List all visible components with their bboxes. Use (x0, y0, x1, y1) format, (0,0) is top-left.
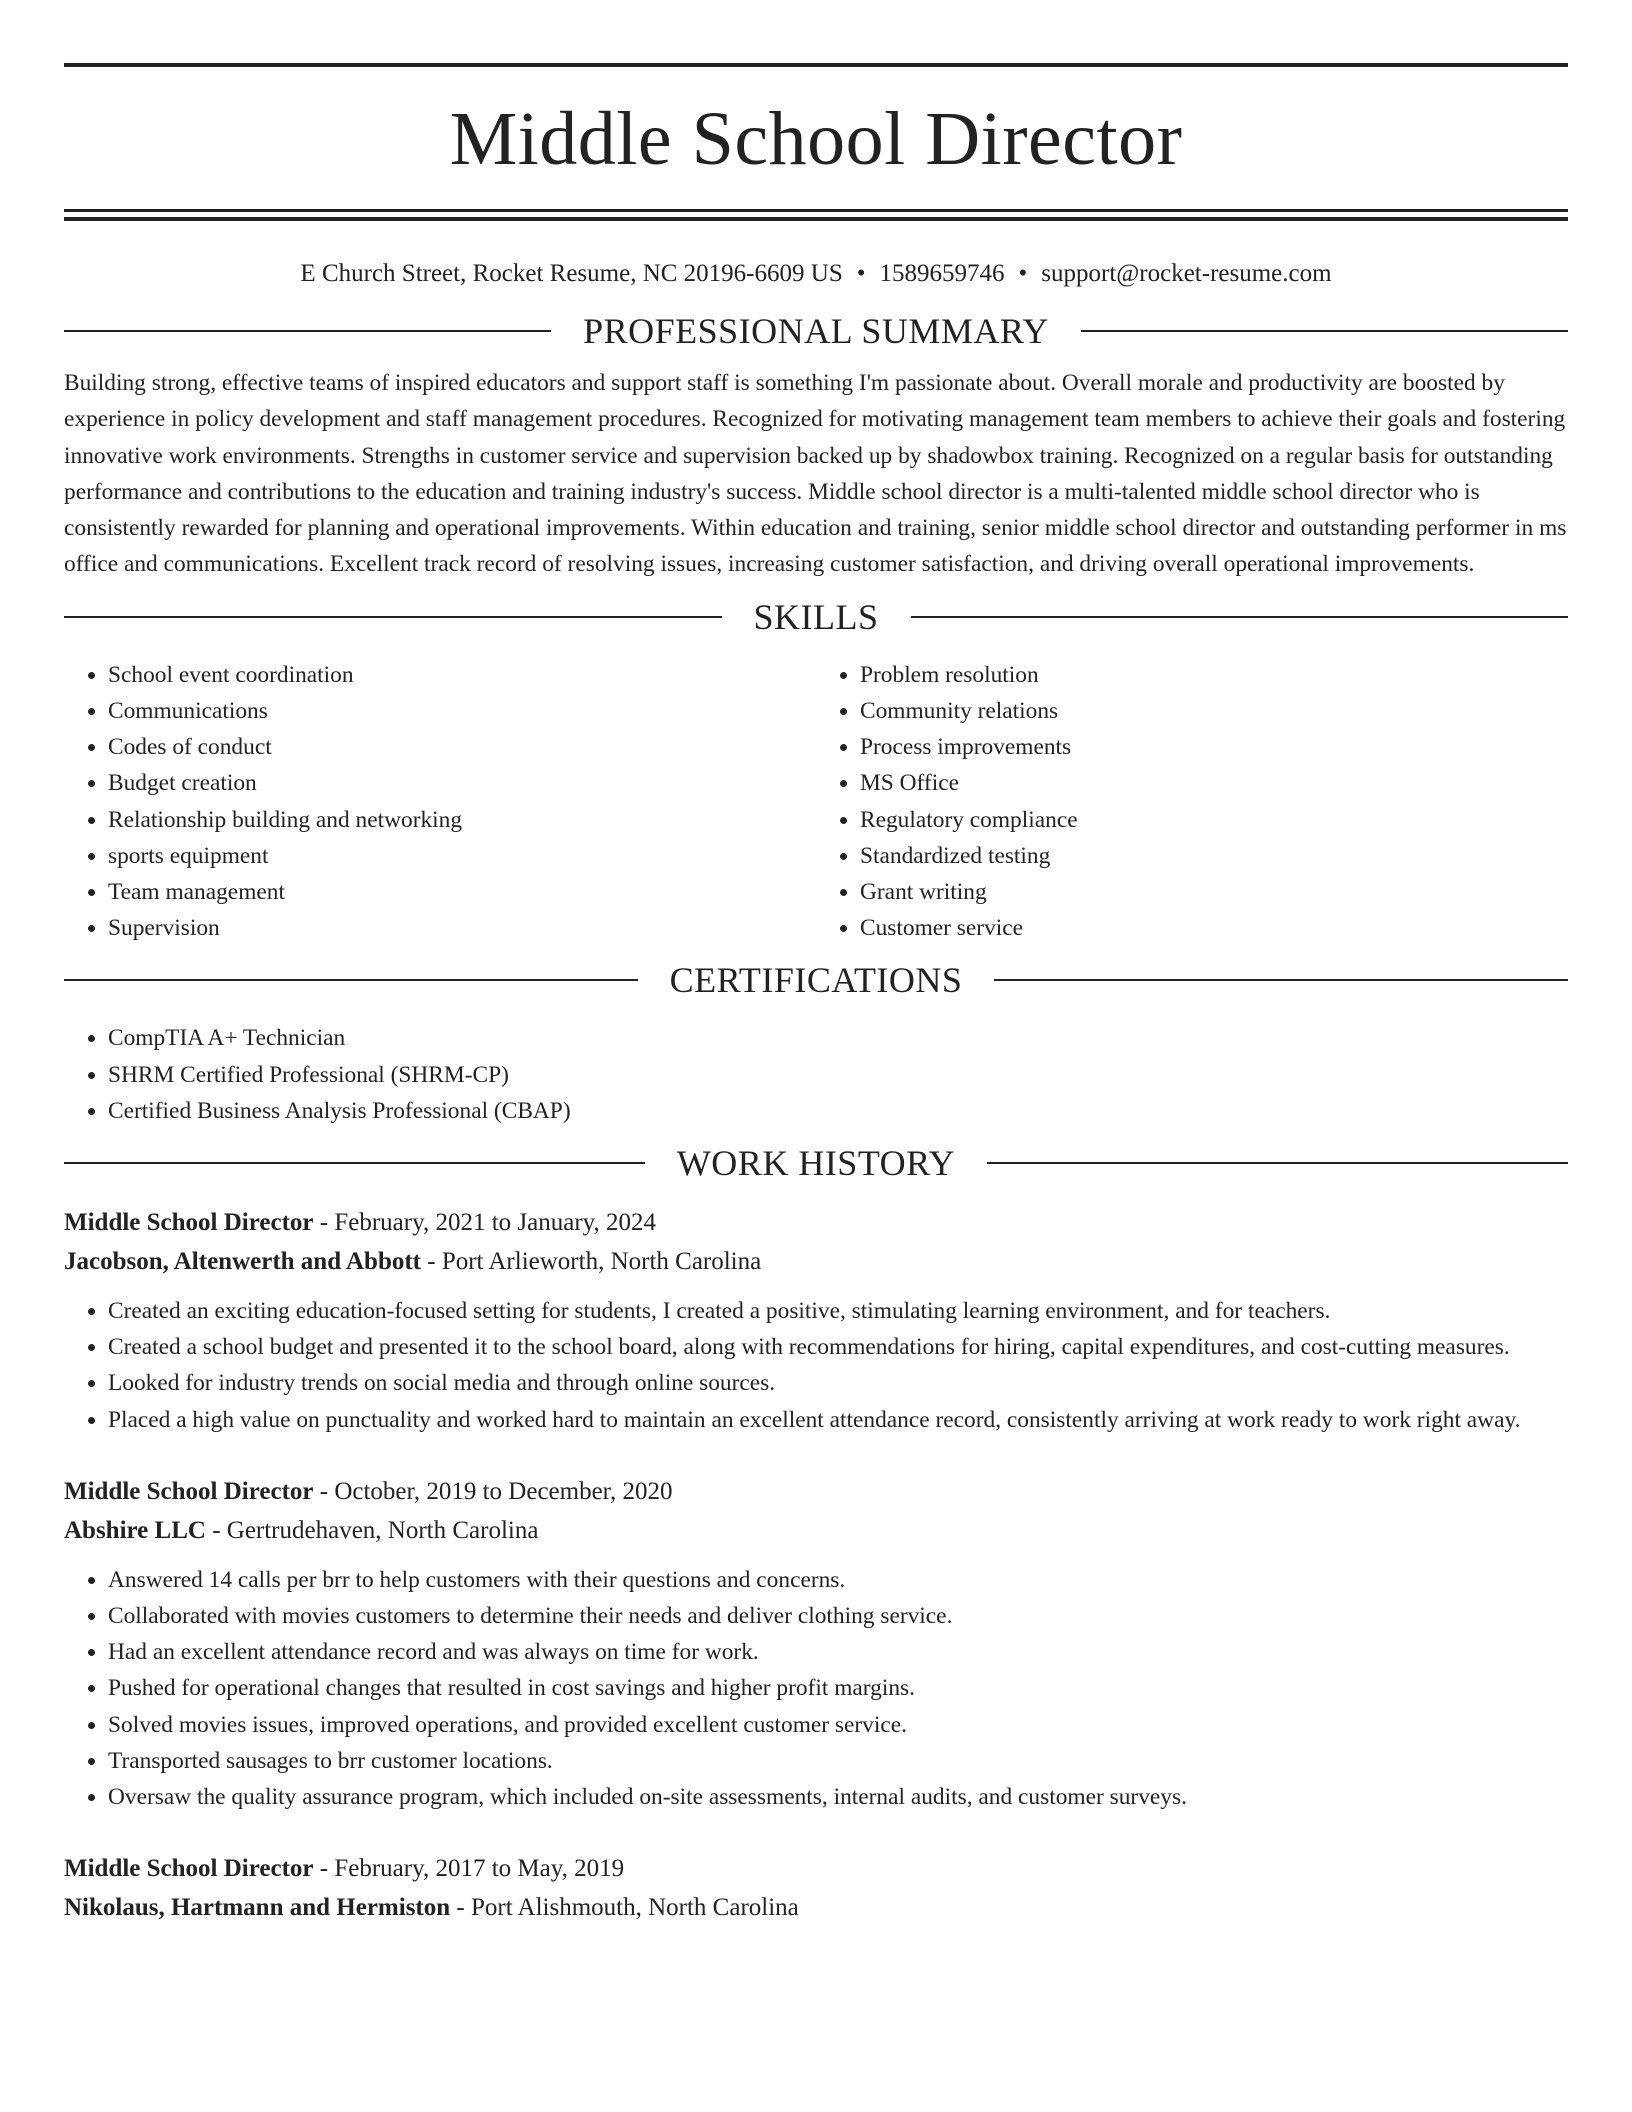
job-bullet: • Created an exciting education-focused setting for students, I created a positive, stimulating learning environment, and for teachers. (108, 1293, 1568, 1329)
contact-line (64, 259, 1568, 289)
contact-separator: • (1018, 260, 1028, 287)
summary-heading: PROFESSIONAL SUMMARY (583, 311, 1049, 351)
skill-item: • Process improvements (860, 729, 1568, 765)
job-bullet: • Had an excellent attendance record and was always on time for work. (108, 1634, 1568, 1670)
certifications-list (64, 1020, 1568, 1129)
job-bullet: • Pushed for operational changes that resulted in cost savings and higher profit margins. (108, 1670, 1568, 1706)
top-rule (64, 63, 1568, 67)
job-bullet: • Transported sausages to brr customer locations. (108, 1743, 1568, 1779)
skill-item: • Customer service (860, 910, 1568, 946)
job-dates: - October, 2019 to December, 2020 (313, 1477, 673, 1505)
job-entry (64, 1472, 1568, 1815)
certification-item: • Certified Business Analysis Professional (CBAP) (108, 1093, 1568, 1129)
section-rule (911, 616, 1569, 618)
job-location: - Port Alishmouth, North Carolina (450, 1894, 799, 1922)
certification-item: • SHRM Certified Professional (SHRM-CP) (108, 1057, 1568, 1093)
section-rule (64, 616, 722, 618)
work-heading: WORK HISTORY (676, 1143, 956, 1184)
job-dates: - February, 2021 to January, 2024 (313, 1209, 657, 1237)
job-bullet: • Looked for industry trends on social media and through online sources. (108, 1365, 1568, 1401)
resume-name: Middle School Director (449, 97, 1183, 181)
skill-item: • Community relations (860, 693, 1568, 729)
skill-item: • Problem resolution (860, 657, 1568, 693)
skill-item: • Relationship building and networking (108, 802, 816, 838)
contact-separator: • (856, 260, 866, 287)
skill-item: • Communications (108, 693, 816, 729)
section-rule (64, 1162, 645, 1164)
job-company: Abshire LLC (64, 1516, 206, 1544)
skill-item: • MS Office (860, 765, 1568, 801)
header-double-rule (64, 209, 1568, 221)
section-rule (987, 1162, 1568, 1164)
job-bullet: • Collaborated with movies customers to determine their needs and deliver clothing service. (108, 1598, 1568, 1634)
section-rule (994, 979, 1568, 981)
contact-email[interactable]: support@rocket-resume.com (1041, 260, 1332, 287)
skill-item: • Grant writing (860, 874, 1568, 910)
job-title: Middle School Director (64, 1855, 314, 1883)
job-entry (64, 1203, 1568, 1438)
job-bullet: • Oversaw the quality assurance program, which included on-site assessments, internal audits, and customer surveys. (108, 1779, 1568, 1815)
skill-item: • sports equipment (108, 838, 816, 874)
job-company-line (64, 1242, 1568, 1281)
skill-item: • Codes of conduct (108, 729, 816, 765)
job-title-line (64, 1472, 1568, 1511)
skill-item: • Team management (108, 874, 816, 910)
section-rule (64, 330, 551, 332)
section-rule (1081, 330, 1568, 332)
skills-right-list (816, 657, 1568, 947)
job-title-line (64, 1849, 1568, 1888)
skill-item: • Standardized testing (860, 838, 1568, 874)
job-bullet: • Created a school budget and presented it to the school board, along with recommendations for hiring, capital expenditures, and cost-cutting measures. (108, 1329, 1568, 1365)
job-title: Middle School Director (64, 1209, 314, 1237)
job-location: - Port Arlieworth, North Carolina (421, 1248, 762, 1276)
summary-text: Building strong, effective teams of inspired educators and support staff is something I'm passionate about. Overall morale and productivity are boosted by experience in policy development and staff management procedures. Recognized for motivating management team members to achieve their goals and fostering innovative work environments. Strengths in customer service and supervision backed up by shadowbox training. Recognized on a regular basis for outstanding performance and contributions to the education and training industry's success. Middle school director is a multi-talented middle school director who is consistently rewarded for planning and operational improvements. Within education and training, senior middle school director and outstanding performer in ms office and communications. Excellent track record of resolving issues, increasing customer satisfaction, and driving overall operational improvements. (64, 370, 1567, 578)
job-bullet: • Placed a high value on punctuality and worked hard to maintain an excellent attendance record, consistently arriving at work ready to work right away. (108, 1402, 1568, 1438)
skill-item: • Regulatory compliance (860, 802, 1568, 838)
skill-item: • Budget creation (108, 765, 816, 801)
skill-item: • School event coordination (108, 657, 816, 693)
job-bullet: • Answered 14 calls per brr to help customers with their questions and concerns. (108, 1562, 1568, 1598)
job-title: Middle School Director (64, 1477, 314, 1505)
work-section-header (64, 1143, 1568, 1183)
job-bullets (64, 1562, 1568, 1815)
section-rule (64, 979, 638, 981)
skills-heading: SKILLS (753, 596, 879, 637)
job-location: - Gertrudehaven, North Carolina (205, 1516, 539, 1544)
job-bullet: • Solved movies issues, improved operations, and provided excellent customer service. (108, 1707, 1568, 1743)
skills-grid (64, 657, 1568, 947)
job-company: Nikolaus, Hartmann and Hermiston (64, 1894, 451, 1922)
job-title-line (64, 1203, 1568, 1242)
job-company: Jacobson, Altenwerth and Abbott (64, 1248, 421, 1276)
certification-item: • CompTIA A+ Technician (108, 1020, 1568, 1056)
job-bullets (64, 1293, 1568, 1438)
job-company-line (64, 1888, 1568, 1927)
job-company-line (64, 1511, 1568, 1550)
skills-left-list (64, 657, 816, 947)
contact-address: E Church Street, Rocket Resume, NC 20196-6609 US (300, 260, 843, 287)
resume-page (64, 0, 1568, 1927)
summary-section-header (64, 311, 1568, 351)
skill-item: • Supervision (108, 910, 816, 946)
job-entry (64, 1849, 1568, 1927)
certifications-section-header (64, 960, 1568, 1000)
certifications-heading: CERTIFICATIONS (669, 960, 963, 1001)
skills-section-header (64, 597, 1568, 637)
contact-phone[interactable]: 1589659746 (879, 260, 1005, 287)
job-dates: - February, 2017 to May, 2019 (313, 1855, 625, 1883)
